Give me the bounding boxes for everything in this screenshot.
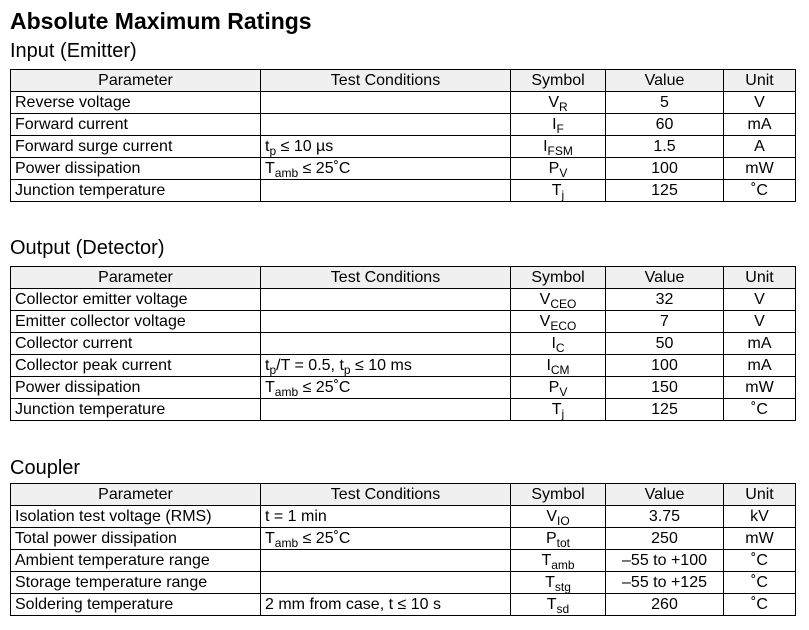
test-conditions-cell [261, 92, 511, 114]
parameter-cell: Ambient temperature range [11, 550, 261, 572]
symbol-subscript: R [559, 99, 568, 114]
value-cell: 32 [606, 289, 724, 311]
subscript: p [269, 143, 277, 158]
parameter-cell: Forward surge current [11, 136, 261, 158]
value-cell: 1.5 [606, 136, 724, 158]
unit-cell: mW [724, 158, 796, 180]
unit-cell: ˚C [724, 550, 796, 572]
column-header-unit: Unit [724, 267, 796, 289]
test-conditions-cell [261, 311, 511, 333]
column-header-test-conditions: Test Conditions [261, 70, 511, 92]
column-header-value: Value [606, 484, 724, 506]
unit-cell: A [724, 136, 796, 158]
table-row [11, 92, 796, 114]
section-title-coupler: Coupler [10, 457, 81, 479]
symbol-cell: $I_C$ [511, 333, 606, 355]
test-conditions-cell: $t_p/T = 0.5$, $t_p \le 10$ ms [261, 355, 511, 377]
parameter-cell: Collector peak current [11, 355, 261, 377]
subscript: p [343, 362, 351, 377]
symbol-subscript: stg [554, 579, 571, 594]
value-cell: –55 to +125 [606, 572, 724, 594]
test-conditions-cell [261, 572, 511, 594]
column-header-parameter: Parameter [11, 484, 261, 506]
parameter-cell: Junction temperature [11, 180, 261, 202]
column-header-symbol: Symbol [511, 267, 606, 289]
column-header-test-conditions: Test Conditions [261, 267, 511, 289]
parameter-cell: Emitter collector voltage [11, 311, 261, 333]
section-title-input: Input (Emitter) [10, 40, 137, 62]
symbol-cell: $T_j$ [511, 399, 606, 421]
test-conditions-cell: $T_{amb}$ ≤ 25˚C [261, 377, 511, 399]
column-header-value: Value [606, 267, 724, 289]
symbol-subscript: amb [551, 557, 575, 572]
value-cell: 150 [606, 377, 724, 399]
symbol-subscript: j [561, 406, 565, 421]
symbol-cell: $I_{FSM}$ [511, 136, 606, 158]
value-cell: –55 to +100 [606, 550, 724, 572]
column-header-parameter: Parameter [11, 70, 261, 92]
table-row [11, 572, 796, 594]
input-ratings-table [10, 69, 796, 202]
test-conditions-cell [261, 333, 511, 355]
unit-cell: ˚C [724, 594, 796, 616]
symbol-cell: $T_{sd}$ [511, 594, 606, 616]
test-conditions-cell: 2 mm from case, t ≤ 10 s [261, 594, 511, 616]
table-row [11, 377, 796, 399]
test-conditions-cell [261, 289, 511, 311]
symbol-cell: $P_V$ [511, 158, 606, 180]
test-conditions-cell: $T_{amb}$ ≤ 25˚C [261, 528, 511, 550]
symbol-cell: $V_R$ [511, 92, 606, 114]
subscript: p [269, 362, 277, 377]
header-row [11, 70, 796, 92]
symbol-subscript: CM [550, 362, 570, 377]
symbol-cell: $I_{CM}$ [511, 355, 606, 377]
value-cell: 100 [606, 355, 724, 377]
table-row [11, 333, 796, 355]
unit-cell: V [724, 289, 796, 311]
symbol-subscript: ECO [550, 318, 577, 333]
test-conditions-cell: t = 1 min [261, 506, 511, 528]
table-row [11, 594, 796, 616]
value-cell: 60 [606, 114, 724, 136]
value-cell: 250 [606, 528, 724, 550]
parameter-cell: Reverse voltage [11, 92, 261, 114]
value-cell: 50 [606, 333, 724, 355]
unit-cell: mA [724, 114, 796, 136]
test-conditions-cell: $t_p \le 10$ µs [261, 136, 511, 158]
unit-cell: V [724, 92, 796, 114]
unit-cell: mA [724, 355, 796, 377]
symbol-cell: $I_F$ [511, 114, 606, 136]
test-conditions-cell [261, 114, 511, 136]
symbol-subscript: C [555, 340, 565, 355]
symbol-cell: $P_{tot}$ [511, 528, 606, 550]
table-row [11, 114, 796, 136]
parameter-cell: Isolation test voltage (RMS) [11, 506, 261, 528]
value-cell: 5 [606, 92, 724, 114]
unit-cell: ˚C [724, 399, 796, 421]
page-title: Absolute Maximum Ratings [10, 8, 312, 34]
symbol-subscript: F [556, 121, 564, 136]
symbol-cell: $P_V$ [511, 377, 606, 399]
symbol-cell: $V_{CEO}$ [511, 289, 606, 311]
header-row [11, 484, 796, 506]
parameter-cell: Power dissipation [11, 377, 261, 399]
output-ratings-table [10, 266, 796, 421]
test-conditions-cell [261, 550, 511, 572]
symbol-cell: $V_{IO}$ [511, 506, 606, 528]
parameter-cell: Junction temperature [11, 399, 261, 421]
value-cell: 100 [606, 158, 724, 180]
symbol-cell: $T_j$ [511, 180, 606, 202]
table-row [11, 289, 796, 311]
parameter-cell: Total power dissipation [11, 528, 261, 550]
parameter-cell: Collector emitter voltage [11, 289, 261, 311]
symbol-subscript: FSM [547, 143, 573, 158]
column-header-test-conditions: Test Conditions [261, 484, 511, 506]
table-row [11, 180, 796, 202]
value-cell: 3.75 [606, 506, 724, 528]
subscript: amb [274, 165, 299, 180]
column-header-symbol: Symbol [511, 484, 606, 506]
table-row [11, 311, 796, 333]
table-row [11, 158, 796, 180]
parameter-cell: Storage temperature range [11, 572, 261, 594]
table-row [11, 550, 796, 572]
table-row [11, 355, 796, 377]
parameter-cell: Collector current [11, 333, 261, 355]
section-title-output: Output (Detector) [10, 237, 165, 259]
table-row [11, 136, 796, 158]
parameter-cell: Forward current [11, 114, 261, 136]
parameter-cell: Soldering temperature [11, 594, 261, 616]
value-cell: 125 [606, 180, 724, 202]
symbol-subscript: V [559, 165, 568, 180]
column-header-parameter: Parameter [11, 267, 261, 289]
header-row [11, 267, 796, 289]
value-cell: 7 [606, 311, 724, 333]
unit-cell: mA [724, 333, 796, 355]
unit-cell: mW [724, 377, 796, 399]
test-conditions-cell [261, 399, 511, 421]
column-header-unit: Unit [724, 70, 796, 92]
subscript: amb [274, 384, 299, 399]
test-conditions-cell: $T_{amb}$ ≤ 25˚C [261, 158, 511, 180]
table-row [11, 506, 796, 528]
symbol-subscript: IO [557, 513, 570, 528]
symbol-subscript: sd [556, 601, 570, 616]
symbol-subscript: tot [556, 535, 570, 550]
subscript: amb [274, 535, 299, 550]
table-row [11, 528, 796, 550]
column-header-value: Value [606, 70, 724, 92]
test-conditions-cell [261, 180, 511, 202]
table-row [11, 399, 796, 421]
unit-cell: mW [724, 528, 796, 550]
value-cell: 125 [606, 399, 724, 421]
symbol-subscript: j [561, 187, 565, 202]
symbol-cell: $T_{stg}$ [511, 572, 606, 594]
column-header-unit: Unit [724, 484, 796, 506]
unit-cell: V [724, 311, 796, 333]
symbol-cell: $V_{ECO}$ [511, 311, 606, 333]
parameter-cell: Power dissipation [11, 158, 261, 180]
symbol-subscript: CEO [550, 296, 577, 311]
symbol-subscript: V [559, 384, 568, 399]
coupler-ratings-table [10, 483, 796, 616]
value-cell: 260 [606, 594, 724, 616]
column-header-symbol: Symbol [511, 70, 606, 92]
unit-cell: ˚C [724, 572, 796, 594]
unit-cell: ˚C [724, 180, 796, 202]
symbol-cell: $T_{amb}$ [511, 550, 606, 572]
unit-cell: kV [724, 506, 796, 528]
